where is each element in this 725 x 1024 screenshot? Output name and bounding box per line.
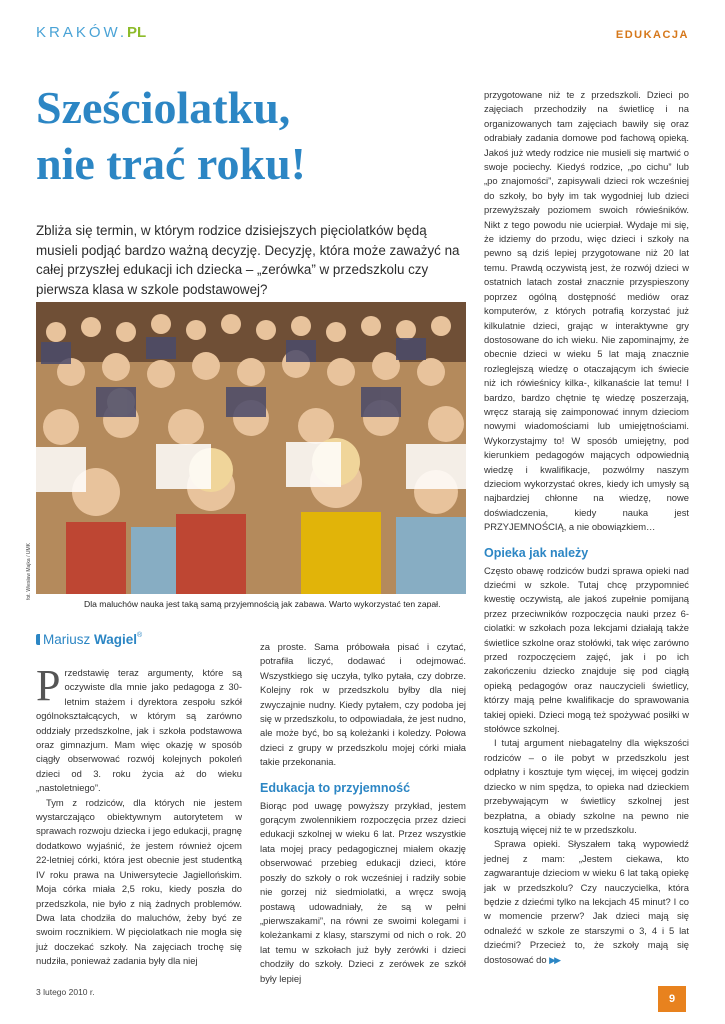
photo-caption: Dla maluchów nauka jest taką samą przyjemnością jak zabawa. Warto wykorzystać ten zapał. <box>84 599 441 609</box>
logo-mark: PL <box>127 24 147 41</box>
children-photo-illustration <box>36 302 466 594</box>
article-photo <box>36 302 466 594</box>
title-line-2: nie trać roku! <box>36 138 307 189</box>
dropcap: P <box>36 661 61 710</box>
title-line-1: Sześciolatku, <box>36 82 291 133</box>
article-title <box>36 80 456 192</box>
paragraph: Częstо obawę rodziców budzi sprawa opieki nad dziećmi w szkole. Tutaj chcę przypomnieć kwestię oczywistą, ale jakoś zupełnie pomijaną przez przeciwników rozpoczęcia nauki przez 6-ciolatki: w szkołach poza lekcjami działają także świetlice szkolne oraz stołówki, tak więc zarówno przed rozpoczęciem zajęć, jak i po ich zakończeniu dziecko znajduje się pod ciągłą opieką pedagogów oraz nauczycieli świetlicy, którzy mają pełne kwalifikacje do sprawowania takiej opieki. Dzieci mogą też spożywać posiłki w stołówce szkolnej. <box>484 564 689 735</box>
article-lead: Zbliża się termin, w którym rodzice dzisiejszych pięciolatków będą musieli podjąć bardzo ważną decyzję. Decyzję, która może zaważyć na całej przyszłej edukacji ich dziecka – „zerówka” w przedszkolu czy pierwsza klasa w szkole podstawowej? <box>36 223 460 297</box>
paragraph: Tym z rodziców, dla których nie jestem wystarczająco obiektywnym autorytetem w sprawach rozwoju dziecka i jego edukacji, pragnę dodatkowo wyjaśnić, że jestem również ojcem 22-letniej córki, która jest obecnie jest studentką IV roku prawa na Uniwersytecie Jagiellońskim. Moja córka miała 2,5 roku, kiedy poszła do przedszkola, nie było z nią żadnych problemów. Dwa lata chodziła do maluchów, żeby być ze swoim rocznikiem. W pięciolatkach nie mogła się już doczekać szkoły. Na zajęciach trochę się nudziła, ponieważ zadania były dla niej <box>36 796 242 967</box>
section-tag: EDUKACJA <box>615 29 689 41</box>
paragraph: Biorąc pod uwagę powyższy przykład, jestem gorącym zwolennikiem rozpoczęcia przez dzieci edukacji szkolnej w wieku 6 lat. Przez wszystkie lata mojej pracy pedagogicznej miałem okazję obserwować przebieg edukacji dzieci, które poszły do szkoły o rok wcześniej i radziły sobie nie gorzej niż siedmiolatki, a wręcz swoją postawą udowadniały, że są w pełni „pierwszakami”, na równi ze swoimi kolegami i koleżankami z klasy, starszymi od nich o rok. 20 lat temu w szkołach już były zerówki i dzieci chodziły do szkoły. Dzieci z zerówek ze szkół były lepiej <box>260 799 466 984</box>
author-byline <box>36 632 142 647</box>
paragraph: Przedstawię teraz argumenty, które są oczywiste dla mnie jako pedagoga z 30-letnim stażem i dyrektora zespołu szkół ogólnokształcących, w którym są zarówno oddziały przedszkolne, jak i szkoła podstawowa oraz gimnazjum. Mam więc okazję w sposób ciągły obserwować rozwój kolejnych pokoleń dzieci od 3. roku życia aż do wieku „nastoletniego”. <box>36 661 242 794</box>
continue-arrow-icon: ▶▶ <box>549 954 559 965</box>
paragraph: I tutaj argument niebagatelny dla większości rodziców – o ile pobyt w przedszkolu jest odpłatny i kosztuje tym więcej, im więcej godzin dziecko w nim spędza, to opieka nad dzieckiem przebywającym w świetlicy szkolnej jest bezpłatna, a obiady szkolne na pewno nie kosztują więcej niż te w przedszkolu. <box>484 737 689 835</box>
author-marker-icon <box>36 634 40 645</box>
subheading-care: Opieka jak należy <box>484 545 589 560</box>
photo-credit: fot. Wiesław Majka / UMK <box>26 543 32 600</box>
paragraph: Sprawa opieki. Słyszałem taką wypowiedź jednej z mam: „Jestem ciekawa, kto zagwarantuje dzieciom w wieku 6 lat taką opiekę jak w przedszkolu? Czy nauczycielka, która będzie z dziećmi tylko na lekcjach 45 minut? I co w momencie przerw? Jak dzieci mają się odnaleźć w szkole ze starszymi o 3, 4 i 5 lat dziećmi? Przecież to, że szkoły mają się dostosować do ▶▶ <box>484 838 689 965</box>
article-column-3 <box>484 88 689 967</box>
paragraph: przygotowane niż te z przedszkoli. Dzieci po zajęciach przechodziły na świetlicę i na organizowanych tam zajęciach bawiły się oraz odrabiały zadania domowe pod fachową opieką. Jakoś już wtedy rodzice nie musieli się martwić o swoje pociechy. Kiedyś rodzice, „po cichu” lub „po znajomości”, zapisywali dzieci rok wcześniej do szkoły, bo były im tak wygodniej lub dzieci przewyższały poziomem swoich rówieśników. Nikt z tego powodu nie ucierpiał. Wydaje mi się, że idziemy do przodu, więc dzieci i szkoły na pewno są dziś lepiej przygotowane niż 20 lat temu. Prawdą oczywistą jest, że rozwój dzieci w ostatnich latach został znacznie przyspieszony poprzez ogólną dostępność mediów oraz komputerów, z których potrafią korzystać już kilkulatnie dzieci, grając w interaktywne gry dostosowane do ich wieku. Nie zapominajmy, że obecnie dzieci w wieku 5 lat mają znacznie rozleglejszą wiedzę o otaczającym ich świecie niż ich rówieśnicy kilka-, kilkanaście lat temu! I bardzo, bardzo chętnie tę wiedzę poszerzają, wręcz starają się zaimponować innym dzieciom nowymi wiadomościami lub umiejętnościami. Wykorzystajmy to! W sposób umiejętny, pod kierunkiem pedagogów mających odpowiednią wiedzę i kwalifikacje, pozwólmy naszym dzieciom wykorzystać okres, kiedy ich umysły są najbardziej chłonne na wiedzę, nowe doświadczenia, kiedy nauka jest PRZYJEMNOŚCIĄ, a nie obowiązkiem… <box>484 89 689 533</box>
article-column-2 <box>260 640 466 986</box>
article-column-1 <box>36 661 242 969</box>
issue-date: 3 lutego 2010 r. <box>36 987 95 997</box>
logo-text: KRAKÓW. <box>36 24 128 41</box>
page-number: 9 <box>658 986 686 1012</box>
author-mark: ® <box>137 632 143 639</box>
paragraph: za proste. Sama próbowała pisać i czytać, potrafiła liczyć, dodawać i odejmować. Wszystkiego się uczyła, tylko pytała, czy dobrze. Kolejny rok w przedszkolu byłby dla niej zwyczajnie nudny. Kiedy pytałem, czy podoba jej się w przedszkolu, to odpowiadała, że jest nudno, ale może być, bo są koleżanki i koledzy. Połowa dzieci z grupy w przedszkolu mojej córki miała takie przekonania. <box>260 641 466 768</box>
subheading-education: Edukacja to przyjemność <box>260 780 411 795</box>
author-last-name: Wagiel <box>94 632 138 647</box>
author-first-name: Mariusz <box>43 632 91 647</box>
logo <box>36 24 146 41</box>
